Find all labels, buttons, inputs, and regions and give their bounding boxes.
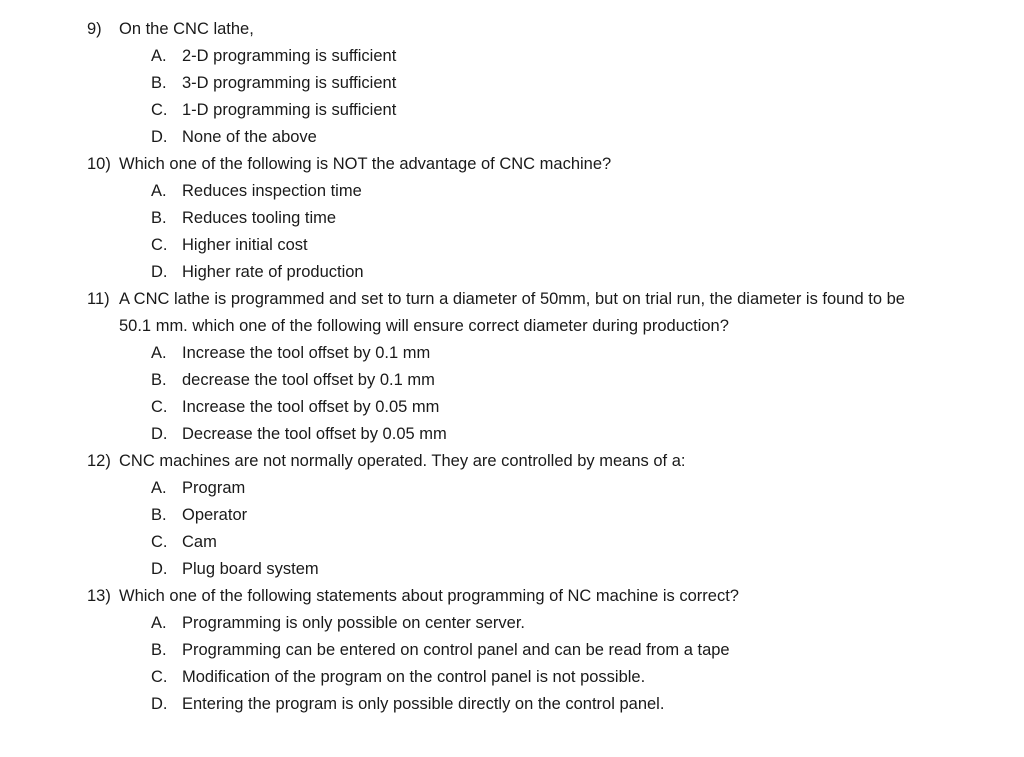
- option-letter: B.: [151, 74, 167, 92]
- option-b: [0, 70, 1024, 97]
- option-text: Reduces inspection time: [182, 182, 362, 200]
- option-text: Programming is only possible on center server.: [182, 614, 525, 632]
- option-text: Operator: [182, 506, 248, 524]
- question-number: 12): [87, 452, 111, 470]
- option-letter: A.: [151, 47, 167, 65]
- option-letter: C.: [151, 668, 168, 686]
- option-a: [0, 340, 1024, 367]
- option-text: 3-D programming is sufficient: [182, 74, 397, 92]
- option-b: [0, 637, 1024, 664]
- option-letter: C.: [151, 101, 168, 119]
- option-letter: C.: [151, 398, 168, 416]
- option-a: [0, 178, 1024, 205]
- option-b: [0, 502, 1024, 529]
- option-text: Cam: [182, 533, 217, 551]
- option-letter: D.: [151, 425, 168, 443]
- option-text: Modification of the program on the control panel is not possible.: [182, 668, 646, 686]
- option-b: [0, 367, 1024, 394]
- option-letter: A.: [151, 182, 167, 200]
- option-c: [0, 97, 1024, 124]
- option-d: [0, 124, 1024, 151]
- question-number: 10): [87, 155, 111, 173]
- option-c: [0, 529, 1024, 556]
- option-letter: A.: [151, 344, 167, 362]
- option-text: decrease the tool offset by 0.1 mm: [182, 371, 435, 389]
- option-text: Reduces tooling time: [182, 209, 337, 227]
- option-a: [0, 475, 1024, 502]
- option-text: Increase the tool offset by 0.1 mm: [182, 344, 431, 362]
- option-letter: A.: [151, 479, 167, 497]
- question-text: A CNC lathe is programmed and set to turn a diameter of 50mm, but on trial run, the diameter is found to be: [119, 290, 905, 308]
- option-letter: D.: [151, 128, 168, 146]
- option-letter: D.: [151, 560, 168, 578]
- question-text-continued: 50.1 mm. which one of the following will ensure correct diameter during production?: [119, 317, 729, 335]
- option-text: Higher rate of production: [182, 263, 364, 281]
- option-a: [0, 610, 1024, 637]
- question-number: 9): [87, 20, 102, 38]
- option-text: 1-D programming is sufficient: [182, 101, 397, 119]
- option-text: Plug board system: [182, 560, 319, 578]
- question-text: On the CNC lathe,: [119, 20, 254, 38]
- question-text: CNC machines are not normally operated. They are controlled by means of a:: [119, 452, 686, 470]
- question-number: 13): [87, 587, 111, 605]
- option-letter: D.: [151, 695, 168, 713]
- question-number: 11): [87, 290, 110, 308]
- question-text: Which one of the following is NOT the advantage of CNC machine?: [119, 155, 612, 173]
- option-b: [0, 205, 1024, 232]
- option-c: [0, 394, 1024, 421]
- option-d: [0, 691, 1024, 718]
- option-text: Programming can be entered on control panel and can be read from a tape: [182, 641, 730, 659]
- option-letter: B.: [151, 641, 167, 659]
- question-11: [0, 286, 1024, 448]
- option-text: None of the above: [182, 128, 317, 146]
- question-10: [0, 151, 1024, 286]
- option-d: [0, 259, 1024, 286]
- question-text: Which one of the following statements about programming of NC machine is correct?: [119, 587, 739, 605]
- question-13: [0, 583, 1024, 718]
- option-text: 2-D programming is sufficient: [182, 47, 397, 65]
- option-letter: B.: [151, 506, 167, 524]
- option-a: [0, 43, 1024, 70]
- option-text: Increase the tool offset by 0.05 mm: [182, 398, 440, 416]
- option-text: Higher initial cost: [182, 236, 308, 254]
- option-letter: C.: [151, 533, 168, 551]
- question-9: [0, 16, 1024, 151]
- option-letter: D.: [151, 263, 168, 281]
- option-letter: B.: [151, 209, 167, 227]
- question-12: [0, 448, 1024, 583]
- option-text: Entering the program is only possible directly on the control panel.: [182, 695, 665, 713]
- option-c: [0, 232, 1024, 259]
- option-text: Decrease the tool offset by 0.05 mm: [182, 425, 447, 443]
- option-letter: C.: [151, 236, 168, 254]
- option-c: [0, 664, 1024, 691]
- option-letter: B.: [151, 371, 167, 389]
- option-text: Program: [182, 479, 246, 497]
- option-letter: A.: [151, 614, 167, 632]
- option-d: [0, 556, 1024, 583]
- option-d: [0, 421, 1024, 448]
